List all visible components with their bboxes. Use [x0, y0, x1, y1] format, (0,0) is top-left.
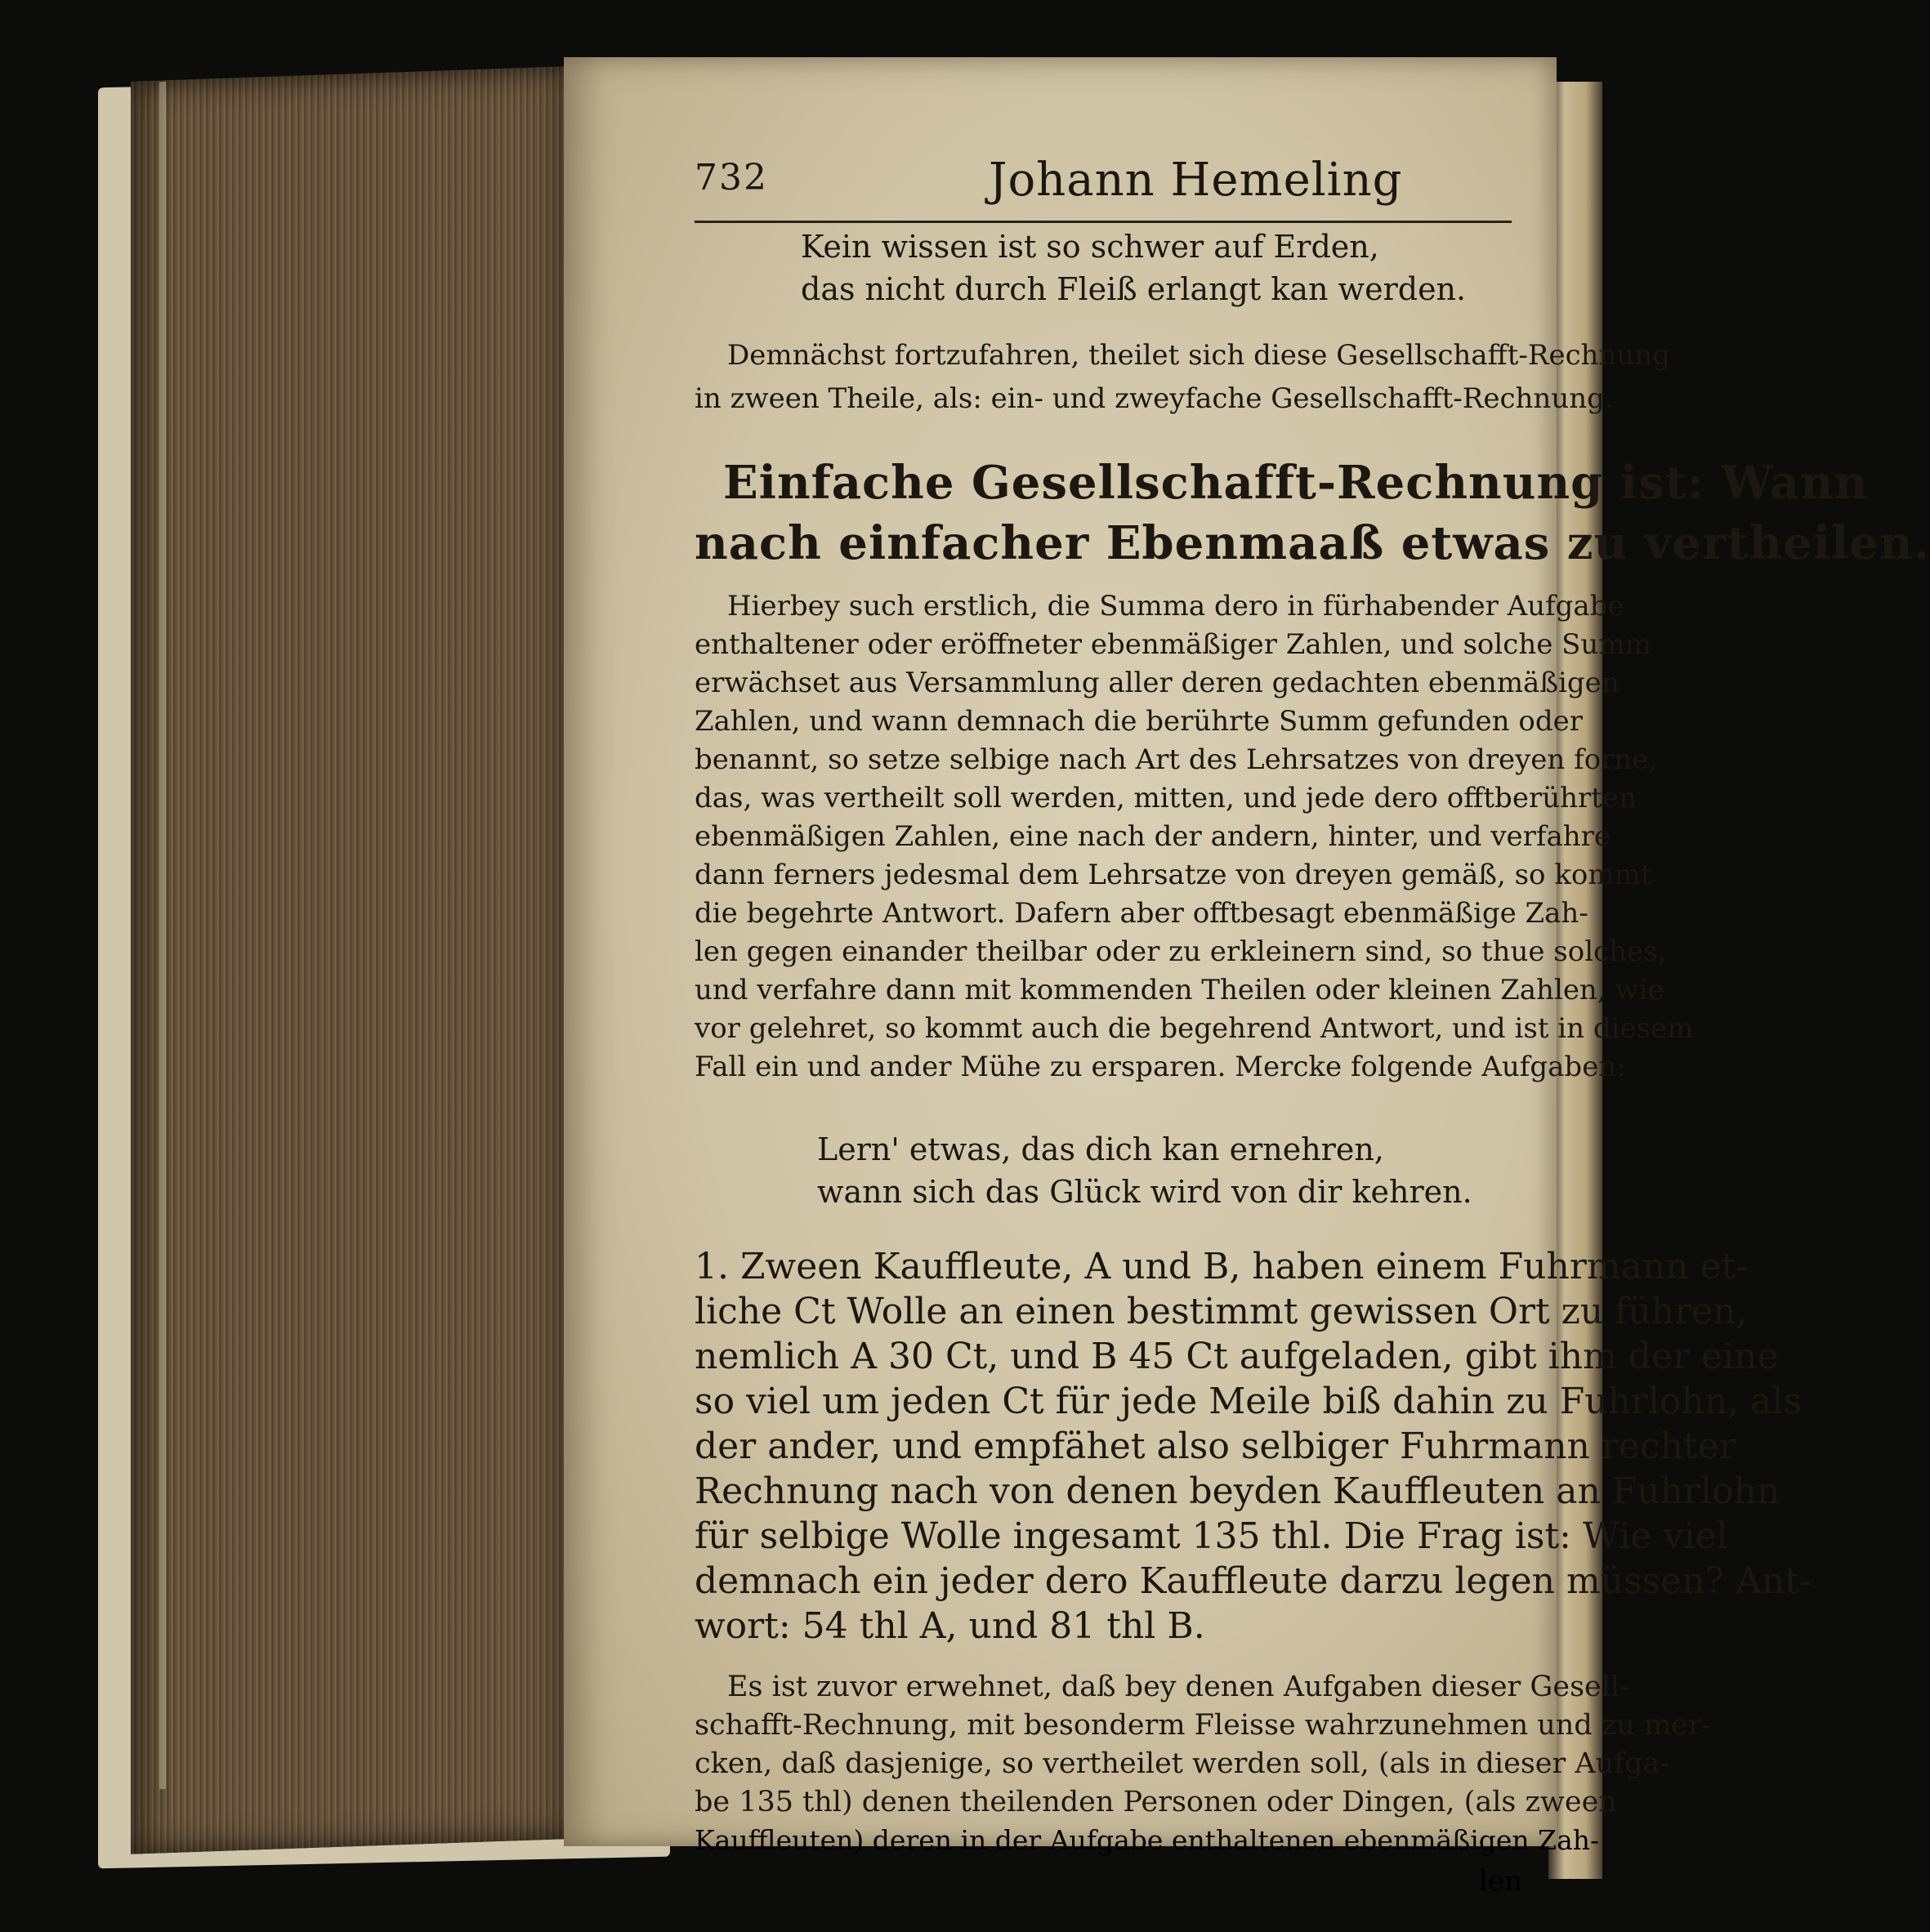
problem-line: 1. Zween Kauffleute, A und B, haben einem Fuhrmann et-: [695, 1246, 1749, 1287]
closing-line: cken, daß dasjenige, so vertheilet werden soll, (als in dieser Aufga-: [695, 1747, 1670, 1780]
closing-line: be 135 thl) denen theilenden Personen oder Dingen, (als zween: [695, 1786, 1617, 1818]
section-heading: nach einfacher Ebenmaaß etwas zu vertheilen.: [695, 516, 1930, 570]
rule-line: ebenmäßigen Zahlen, eine nach der andern, hinter, und verfahre: [695, 820, 1611, 853]
problem-line: nemlich A 30 Ct, und B 45 Ct aufgeladen, gibt ihm der eine: [695, 1336, 1779, 1377]
intro-line: Demnächst fortzufahren, theilet sich diese Gesellschafft-Rechnung: [727, 339, 1670, 372]
rule-line: len gegen einander theilbar oder zu erkleinern sind, so thue solches,: [695, 935, 1667, 968]
rule-line: die begehrte Antwort. Dafern aber offtbesagt ebenmäßige Zah-: [695, 897, 1588, 930]
rule-line: erwächset aus Versammlung aller deren gedachten ebenmäßigen: [695, 667, 1620, 699]
rule-line: benannt, so setze selbige nach Art des Lehrsatzes von dreyen forne,: [695, 743, 1658, 776]
verse1-line: Kein wissen ist so schwer auf Erden,: [801, 229, 1379, 265]
closing-line: Kauffleuten) deren in der Aufgabe enthaltenen ebenmäßigen Zah-: [695, 1824, 1600, 1856]
problem-line: Rechnung nach von denen beyden Kauffleuten an Fuhrlohn: [695, 1470, 1780, 1512]
closing-line: Es ist zuvor erwehnet, daß bey denen Aufgaben dieser Gesell-: [727, 1671, 1629, 1703]
rule-line: Fall ein und ander Mühe zu ersparen. Mercke folgende Aufgaben:: [695, 1051, 1626, 1083]
verse1-line: das nicht durch Fleiß erlangt kan werden.: [801, 271, 1467, 307]
page-number: 732: [695, 157, 768, 199]
rule-line: dann ferners jedesmal dem Lehrsatze von dreyen gemäß, so kommt: [695, 859, 1652, 891]
page-header: [695, 139, 1512, 223]
verse2-line: Lern' etwas, das dich kan ernehren,: [817, 1131, 1384, 1167]
rule-line: enthaltener oder eröffneter ebenmäßiger Zahlen, und solche Summ: [695, 628, 1651, 661]
problem-line: so viel um jeden Ct für jede Meile biß dahin zu Fuhrlohn, als: [695, 1381, 1803, 1422]
rule-line: und verfahre dann mit kommenden Theilen oder kleinen Zahlen, wie: [695, 974, 1664, 1006]
rule-line: Zahlen, und wann demnach die berührte Summ gefunden oder: [695, 705, 1583, 738]
intro-line: in zween Theile, als: ein- und zweyfache Gesellschafft-Rechnung.: [695, 382, 1614, 415]
closing-line: schafft-Rechnung, mit besonderm Fleisse wahrzunehmen und zu mer-: [695, 1709, 1712, 1742]
book-page: [564, 57, 1930, 1846]
verse2-line: wann sich das Glück wird von dir kehren.: [817, 1174, 1472, 1210]
problem-line: liche Ct Wolle an einen bestimmt gewissen Ort zu führen,: [695, 1291, 1748, 1332]
catchword: len: [1479, 1865, 1522, 1898]
running-head: Johann Hemeling: [989, 154, 1403, 207]
section-heading: Einfache Gesellschafft-Rechnung ist: Wann: [723, 456, 1869, 510]
problem-line: der ander, und empfähet also selbiger Fuhrmann rechter: [695, 1426, 1736, 1467]
page-block-edge: [131, 65, 588, 1854]
rule-line: das, was vertheilt soll werden, mitten, und jede dero offtberührten: [695, 782, 1637, 814]
rule-line: vor gelehret, so kommt auch die begehrend Antwort, und ist in diesem: [695, 1012, 1694, 1045]
problem-line: demnach ein jeder dero Kauffleute darzu legen müssen? Ant-: [695, 1560, 1812, 1602]
page-block-highlight: [159, 82, 166, 1789]
problem-line: für selbige Wolle ingesamt 135 thl. Die Frag ist: Wie viel: [695, 1515, 1728, 1557]
rule-line: Hierbey such erstlich, die Summa dero in fürhabender Aufgabe: [727, 590, 1624, 622]
problem-line: wort: 54 thl A, und 81 thl B.: [695, 1605, 1205, 1647]
